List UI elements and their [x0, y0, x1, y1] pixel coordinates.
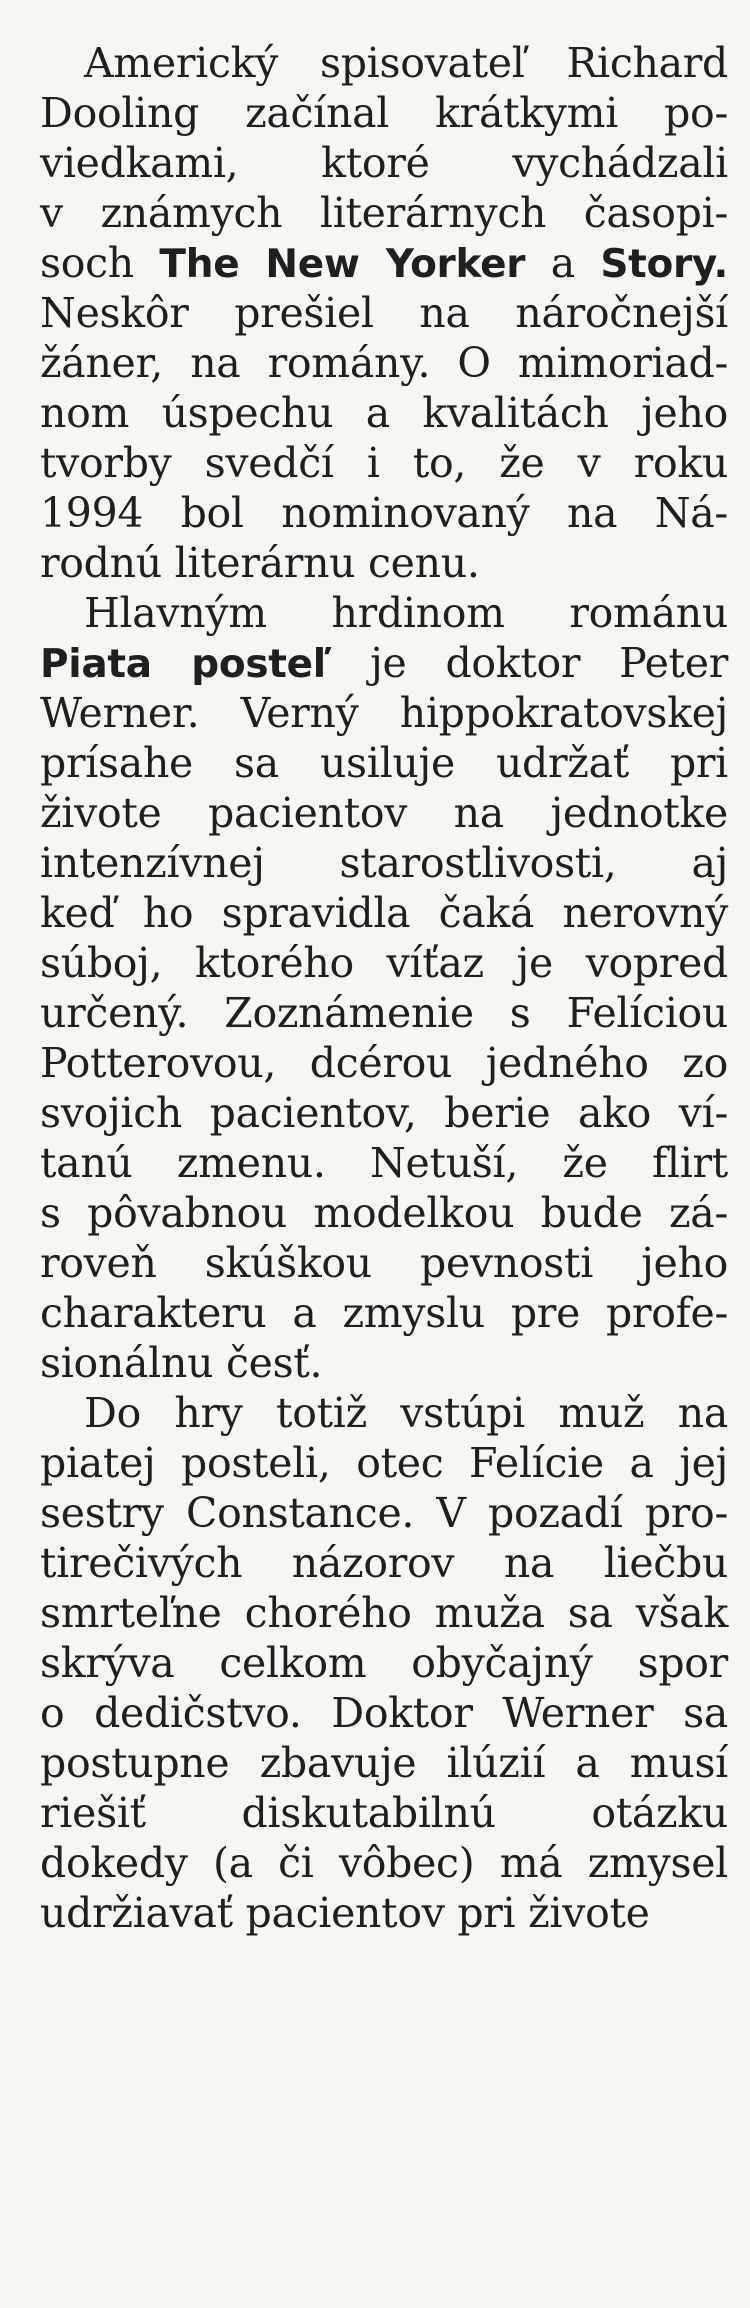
- text-line: [40, 738, 728, 788]
- text-line: [40, 138, 728, 188]
- text-run: určený. Zoznámenie s Felíciou: [40, 989, 728, 1037]
- text-line: [40, 1838, 728, 1888]
- text-line: [40, 1188, 728, 1238]
- text-run: sionálnu česť.: [40, 1339, 323, 1387]
- text-run: sestry Constance. V pozadí pro-: [40, 1489, 728, 1537]
- text-line: [40, 1088, 728, 1138]
- text-run: rodnú literárnu cenu.: [40, 539, 480, 587]
- text-line: [40, 788, 728, 838]
- text-run: keď ho spravidla čaká nerovný: [40, 889, 728, 937]
- text-run: Dooling začínal krátkymi po-: [40, 89, 728, 137]
- text-line: [40, 1238, 728, 1288]
- text-line: [40, 888, 728, 938]
- text-run: svojich pacientov, berie ako ví-: [40, 1089, 728, 1137]
- text-line: [40, 1388, 728, 1438]
- text-line: [40, 588, 728, 638]
- text-run: Potterovou, dcérou jedného zo: [40, 1039, 728, 1087]
- text-run: nom úspechu a kvalitách jeho: [40, 389, 728, 437]
- text-run: roveň skúškou pevnosti jeho: [40, 1239, 728, 1287]
- text-line: [40, 488, 728, 538]
- bold-title: Story.: [600, 242, 728, 287]
- text-line: [40, 1038, 728, 1088]
- bold-title: Piata posteľ: [40, 642, 332, 687]
- text-line: [40, 238, 728, 288]
- text-line: [40, 1488, 728, 1538]
- text-line: [40, 38, 728, 88]
- text-line: [40, 1688, 728, 1738]
- text-run: charakteru a zmyslu pre profe-: [40, 1289, 728, 1337]
- text-line: [40, 1288, 728, 1338]
- text-line: [40, 838, 728, 888]
- text-run: smrteľne chorého muža sa však: [40, 1589, 728, 1637]
- paragraph: [40, 588, 728, 1388]
- text-run: postupne zbavuje ilúzií a musí: [40, 1739, 728, 1787]
- text-run: Werner. Verný hippokratovskej: [40, 689, 728, 737]
- text-line: [40, 438, 728, 488]
- text-run: dokedy (a či vôbec) má zmysel: [40, 1839, 728, 1887]
- text-run: Do hry totiž vstúpi muž na: [84, 1389, 728, 1437]
- text-line: [40, 288, 728, 338]
- text-line: [40, 988, 728, 1038]
- text-run: Hlavným hrdinom románu: [84, 589, 728, 637]
- text-line: [40, 1588, 728, 1638]
- text-run: soch: [40, 239, 160, 287]
- text-run: je doktor Peter: [331, 639, 728, 687]
- text-run: s pôvabnou modelkou bude zá-: [40, 1189, 728, 1237]
- text-run: 1994 bol nominovaný na Ná-: [40, 489, 728, 537]
- text-line: [40, 338, 728, 388]
- text-line: [40, 1338, 728, 1388]
- text-line: [40, 88, 728, 138]
- text-run: a: [525, 239, 601, 287]
- text-run: riešiť diskutabilnú otázku: [40, 1789, 728, 1837]
- text-run: živote pacientov na jednotke: [40, 789, 728, 837]
- text-run: o dedičstvo. Doktor Werner sa: [40, 1689, 728, 1737]
- text-line: [40, 188, 728, 238]
- text-line: [40, 1138, 728, 1188]
- text-run: prísahe sa usiluje udržať pri: [40, 739, 728, 787]
- text-line: [40, 688, 728, 738]
- text-run: skrýva celkom obyčajný spor: [40, 1639, 728, 1687]
- text-run: tanú zmenu. Netuší, že flirt: [40, 1139, 728, 1187]
- text-line: [40, 1438, 728, 1488]
- text-line: [40, 638, 728, 688]
- paragraph: [40, 38, 728, 588]
- text-line: [40, 1888, 728, 1938]
- text-run: Neskôr prešiel na náročnejší: [40, 289, 728, 337]
- text-line: [40, 538, 728, 588]
- text-run: viedkami, ktoré vychádzali: [40, 139, 728, 187]
- text-run: piatej posteli, otec Felície a jej: [40, 1439, 728, 1487]
- text-line: [40, 1788, 728, 1838]
- text-run: udržiavať pacientov pri živote: [40, 1889, 650, 1937]
- text-run: tirečivých názorov na liečbu: [40, 1539, 728, 1587]
- text-line: [40, 388, 728, 438]
- paragraph: [40, 1388, 728, 1938]
- text-line: [40, 1738, 728, 1788]
- text-line: [40, 1538, 728, 1588]
- text-line: [40, 1638, 728, 1688]
- text-run: intenzívnej starostlivosti, aj: [40, 839, 728, 887]
- text-run: tvorby svedčí i to, že v roku: [40, 439, 728, 487]
- text-line: [40, 938, 728, 988]
- text-run: Americký spisovateľ Richard: [84, 39, 728, 87]
- text-run: žáner, na romány. O mimoriad-: [40, 339, 728, 387]
- text-run: súboj, ktorého víťaz je vopred: [40, 939, 728, 987]
- text-run: v známych literárnych časopi-: [40, 189, 728, 237]
- bold-title: The New Yorker: [159, 242, 526, 287]
